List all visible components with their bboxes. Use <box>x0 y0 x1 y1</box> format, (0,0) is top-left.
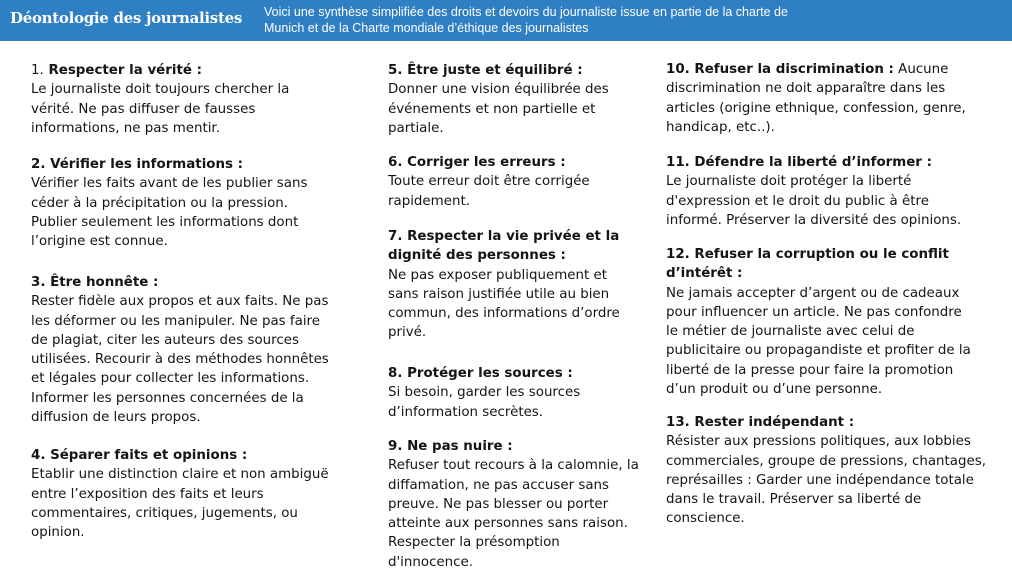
rule-title: Refuser la discrimination : <box>689 62 894 77</box>
rule-item-2 <box>31 155 327 251</box>
rule-number: 12. <box>666 247 690 262</box>
rule-body: Ne jamais accepter d’argent ou de cadeaux pour influencer un article. Ne pas confondre le métier de journaliste avec celui de publicitaire ou propagandiste et profiter de la liberté de la presse pour faire la promotion d’un produit ou d’une personne. <box>666 285 971 398</box>
rule-item-12 <box>666 245 974 399</box>
rule-number: 1. <box>31 63 44 78</box>
rule-number: 13. <box>666 415 690 430</box>
rule-item-9 <box>388 437 640 572</box>
rule-number: 10. <box>666 62 690 77</box>
header-description: Voici une synthèse simplifiée des droits et devoirs du journaliste issue en partie de la charte de Munich et de la Charte mondiale d’éthique des journalistes <box>264 5 788 35</box>
rule-item-5 <box>388 61 624 138</box>
rule-item-11 <box>666 153 976 230</box>
rule-title: Corriger les erreurs : <box>402 155 566 170</box>
rule-item-3 <box>31 273 337 427</box>
rule-body: Si besoin, garder les sources d’information secrètes. <box>388 385 581 420</box>
rule-body: Refuser tout recours à la calomnie, la diffamation, ne pas accuser sans preuve. Ne pas blesser ou porter atteinte aux personnes sans raison. Respecter la présomption d'innocence. <box>388 458 639 570</box>
rule-body: Aucune discrimination ne doit apparaître dans les articles (origine ethnique, confession, genre, handicap, etc..). <box>666 62 966 135</box>
rule-number: 9. <box>388 439 403 454</box>
rule-number: 8. <box>388 366 403 381</box>
rule-body: Donner une vision équilibrée des événements et non partielle et partiale. <box>388 82 609 136</box>
rule-body: Rester fidèle aux propos et aux faits. Ne pas les déformer ou les manipuler. Ne pas faire de plagiat, citer les auteurs des sources utilisées. Recourir à des méthodes honnêtes et légales pour collecter les informations. Informer les personnes concernées de la diffusion de leurs propos. <box>31 294 329 426</box>
rule-body: Etablir une distinction claire et non ambiguë entre l’exposition des faits et leurs commentaires, critiques, jugements, ou opinion. <box>31 467 329 541</box>
rule-body: Toute erreur doit être corrigée rapidement. <box>388 174 590 209</box>
rule-body: Vérifier les faits avant de les publier sans céder à la précipitation ou la pression. Publier seulement les informations dont l’origine est connue. <box>31 176 308 250</box>
rule-number: 5. <box>388 63 403 78</box>
rule-body: Le journaliste doit toujours chercher la vérité. Ne pas diffuser de fausses informations, ne pas mentir. <box>31 82 290 136</box>
rule-title: Respecter la vérité : <box>43 63 202 78</box>
rule-number: 11. <box>666 155 690 170</box>
rule-item-10 <box>666 60 972 137</box>
rule-title: Défendre la liberté d’informer : <box>689 155 932 170</box>
rule-title: Rester indépendant : <box>689 415 855 430</box>
rule-number: 3. <box>31 275 46 290</box>
rule-item-8 <box>388 364 624 422</box>
page-title: Déontologie des journalistes <box>10 9 242 27</box>
rule-number: 4. <box>31 448 46 463</box>
rule-title: Respecter la vie privée et la dignité des personnes : <box>388 229 620 264</box>
rule-body: Résister aux pressions politiques, aux lobbies commerciales, groupe de pressions, chantages, représailles : Garder une indépendance totale dans le travail. Préserver sa liberté de conscience. <box>666 434 986 527</box>
rule-number: 2. <box>31 157 46 172</box>
rule-item-6 <box>388 153 624 211</box>
header-banner <box>0 0 1012 41</box>
rule-title: Vérifier les informations : <box>45 157 244 172</box>
rule-item-4 <box>31 446 333 542</box>
rule-title: Refuser la corruption ou le conflit d’intérêt : <box>666 247 949 282</box>
rule-number: 7. <box>388 229 403 244</box>
rule-body: Ne pas exposer publiquement et sans raison justifiée utile au bien commun, des informations d’ordre privé. <box>388 267 620 341</box>
rule-title: Ne pas nuire : <box>402 439 513 454</box>
rule-body: Le journaliste doit protéger la liberté d'expression et le droit du public à être informé. Préserver la diversité des opinions. <box>666 174 962 228</box>
rule-title: Être honnête : <box>45 275 159 290</box>
rule-title: Protéger les sources : <box>402 366 573 381</box>
rule-item-13 <box>666 413 986 529</box>
rule-item-7 <box>388 227 638 343</box>
rule-title: Séparer faits et opinions : <box>45 448 248 463</box>
rule-title: Être juste et équilibré : <box>402 63 583 78</box>
rule-item-1 <box>31 61 325 138</box>
rule-number: 6. <box>388 155 403 170</box>
